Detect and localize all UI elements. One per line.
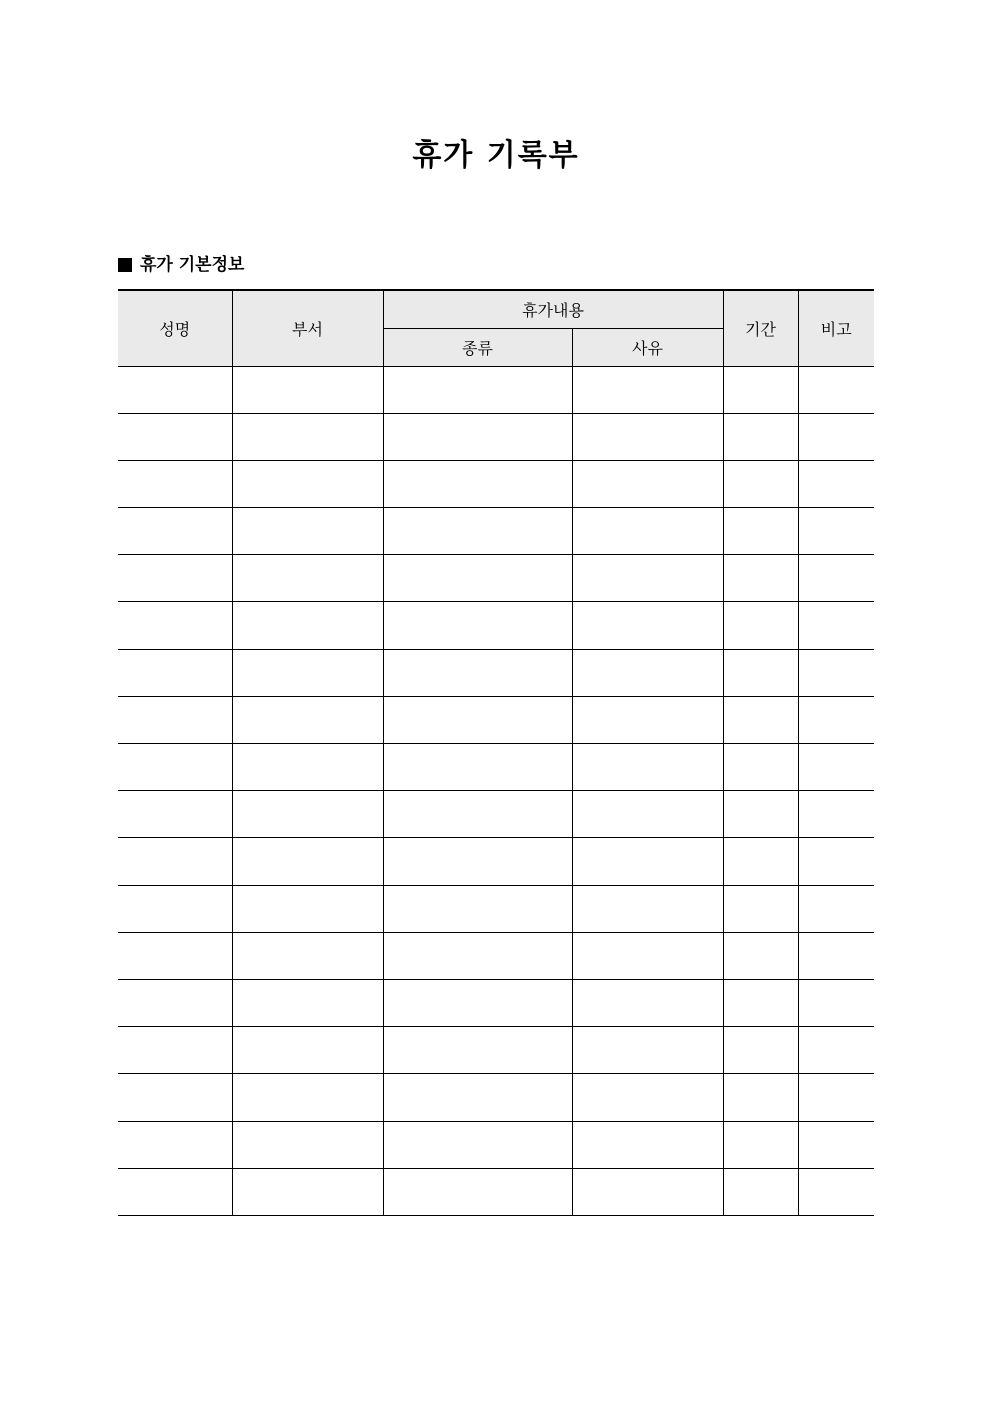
leave-type-cell [383,791,572,838]
remarks-cell [798,1074,874,1121]
department-cell [232,602,383,649]
table-row [118,1074,874,1121]
department-cell [232,366,383,413]
department-cell [232,979,383,1026]
period-cell [723,744,798,791]
header-remarks: 비고 [798,290,874,366]
reason-cell [572,744,723,791]
period-cell [723,1074,798,1121]
period-cell [723,413,798,460]
table-row [118,838,874,885]
remarks-cell [798,1168,874,1215]
leave-type-cell [383,555,572,602]
period-cell [723,460,798,507]
period-cell [723,1121,798,1168]
remarks-cell [798,602,874,649]
remarks-cell [798,555,874,602]
period-cell [723,791,798,838]
reason-cell [572,979,723,1026]
remarks-cell [798,1121,874,1168]
department-cell [232,1074,383,1121]
reason-cell [572,1121,723,1168]
name-cell [118,1121,232,1168]
table-row [118,791,874,838]
leave-type-cell [383,1121,572,1168]
period-cell [723,602,798,649]
square-bullet-icon [118,258,132,272]
reason-cell [572,696,723,743]
table-row [118,979,874,1026]
period-cell [723,366,798,413]
period-cell [723,885,798,932]
header-period: 기간 [723,290,798,366]
remarks-cell [798,649,874,696]
name-cell [118,979,232,1026]
name-cell [118,932,232,979]
reason-cell [572,508,723,555]
table-row [118,744,874,791]
reason-cell [572,460,723,507]
remarks-cell [798,413,874,460]
reason-cell [572,1027,723,1074]
remarks-cell [798,460,874,507]
department-cell [232,696,383,743]
leave-type-cell [383,979,572,1026]
header-name: 성명 [118,290,232,366]
reason-cell [572,413,723,460]
leave-type-cell [383,602,572,649]
remarks-cell [798,791,874,838]
name-cell [118,838,232,885]
name-cell [118,1074,232,1121]
name-cell [118,1027,232,1074]
name-cell [118,744,232,791]
period-cell [723,838,798,885]
table-row [118,696,874,743]
reason-cell [572,649,723,696]
name-cell [118,460,232,507]
header-reason: 사유 [572,328,723,366]
leave-type-cell [383,649,572,696]
reason-cell [572,366,723,413]
name-cell [118,1168,232,1215]
remarks-cell [798,696,874,743]
period-cell [723,1027,798,1074]
reason-cell [572,885,723,932]
table-row [118,885,874,932]
name-cell [118,366,232,413]
leave-type-cell [383,885,572,932]
department-cell [232,932,383,979]
header-department: 부서 [232,290,383,366]
name-cell [118,508,232,555]
table-row [118,555,874,602]
name-cell [118,413,232,460]
period-cell [723,508,798,555]
period-cell [723,932,798,979]
document-title: 휴가 기록부 [412,138,580,173]
table-row [118,508,874,555]
name-cell [118,555,232,602]
table-row [118,1027,874,1074]
table-row [118,413,874,460]
leave-record-table [118,289,874,1216]
department-cell [232,508,383,555]
reason-cell [572,602,723,649]
leave-type-cell [383,366,572,413]
period-cell [723,696,798,743]
department-cell [232,744,383,791]
name-cell [118,885,232,932]
leave-type-cell [383,838,572,885]
department-cell [232,649,383,696]
table-row [118,460,874,507]
department-cell [232,460,383,507]
reason-cell [572,932,723,979]
leave-type-cell [383,413,572,460]
remarks-cell [798,1027,874,1074]
reason-cell [572,555,723,602]
leave-type-cell [383,932,572,979]
name-cell [118,696,232,743]
department-cell [232,555,383,602]
leave-type-cell [383,744,572,791]
section-heading-label: 휴가 기본정보 [140,255,245,275]
leave-type-cell [383,460,572,507]
name-cell [118,649,232,696]
period-cell [723,555,798,602]
remarks-cell [798,838,874,885]
reason-cell [572,838,723,885]
header-leave-details: 휴가내용 [383,290,723,328]
remarks-cell [798,744,874,791]
department-cell [232,1027,383,1074]
department-cell [232,885,383,932]
department-cell [232,1121,383,1168]
remarks-cell [798,508,874,555]
department-cell [232,1168,383,1215]
remarks-cell [798,932,874,979]
reason-cell [572,791,723,838]
period-cell [723,979,798,1026]
remarks-cell [798,979,874,1026]
section-heading [118,252,244,278]
period-cell [723,1168,798,1215]
remarks-cell [798,885,874,932]
department-cell [232,413,383,460]
reason-cell [572,1074,723,1121]
table-row [118,602,874,649]
leave-type-cell [383,508,572,555]
table-row [118,366,874,413]
department-cell [232,838,383,885]
remarks-cell [798,366,874,413]
table-row [118,649,874,696]
leave-type-cell [383,1027,572,1074]
period-cell [723,649,798,696]
name-cell [118,791,232,838]
department-cell [232,791,383,838]
name-cell [118,602,232,649]
leave-type-cell [383,1074,572,1121]
table-row [118,1168,874,1215]
header-leave-type: 종류 [383,328,572,366]
leave-type-cell [383,1168,572,1215]
reason-cell [572,1168,723,1215]
table-body [118,366,874,1215]
table-row [118,1121,874,1168]
leave-type-cell [383,696,572,743]
table-row [118,932,874,979]
